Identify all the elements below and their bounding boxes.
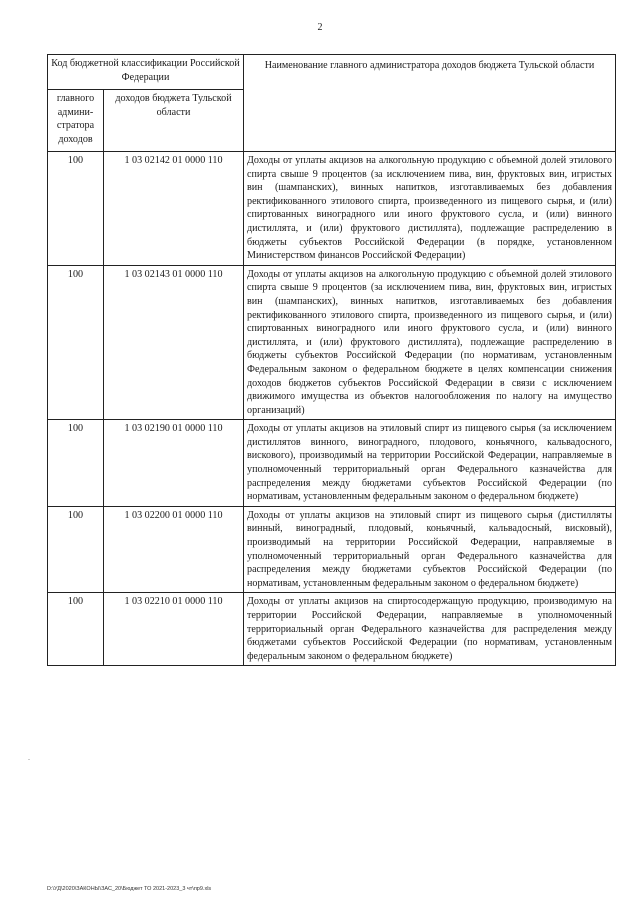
regional-budget-revenue-header: доходов бюджета Тульской области <box>104 90 244 152</box>
admin-code-cell: 100 <box>48 152 104 266</box>
revenue-name-cell: Доходы от уплаты акцизов на алкогольную продукцию с объемной долей этилового спирта свыше 9 процентов (за исключением пива, вин, фруктовых вин, игристых вин (шампанских), винных напитков, изготавливаемых без добавления ректификованного этилового спирта, произведенного из пищевого сырья, и (или) спиртованных виноградного или иного фруктового сусла, и (или) винного дистиллята, и (или) фруктового дистиллята), подлежащие распределению в бюджеты субъектов Российской Федерации (в порядке, установленном Министерством финансов Российской Федерации) <box>244 152 616 266</box>
classification-code-header: Код бюджетной классификации Российской Федерации <box>48 55 244 90</box>
revenue-name-cell: Доходы от уплаты акцизов на спиртосодержащую продукцию, производимую на территории Российской Федерации, направляемые в уполномоченный территориальный орган Федерального казначейства для распределения между бюджетами субъектов Российской Федерации (по нормативам, установленным федеральным законом о федеральном бюджете) <box>244 593 616 666</box>
header-row-1 <box>48 55 616 90</box>
page-number: 2 <box>317 22 323 33</box>
budget-code-cell: 1 03 02143 01 0000 110 <box>104 265 244 420</box>
admin-code-cell: 100 <box>48 506 104 593</box>
revenue-administrators-table <box>47 54 616 666</box>
admin-code-cell: 100 <box>48 593 104 666</box>
table-row <box>48 420 616 507</box>
budget-code-cell: 1 03 02200 01 0000 110 <box>104 506 244 593</box>
budget-code-cell: 1 03 02210 01 0000 110 <box>104 593 244 666</box>
admin-code-cell: 100 <box>48 265 104 420</box>
revenue-name-cell: Доходы от уплаты акцизов на этиловый спирт из пищевого сырья (за исключением дистиллятов винного, виноградного, плодового, коньячного, кальвадосного, вискового), производимый на территории Российской Федерации, направляемые в уполномоченный территориальный орган Федерального казначейства для распределения между бюджетами субъектов Российской Федерации (по нормативам, установленным федеральным законом о федеральном бюджете) <box>244 420 616 507</box>
table-row <box>48 152 616 266</box>
table-row <box>48 506 616 593</box>
revenue-name-cell: Доходы от уплаты акцизов на этиловый спирт из пищевого сырья (дистилляты винный, виноградный, плодовый, коньячный, кальвадосный, висковый), производимый на территории Российской Федерации, направляемые в уполномоченный территориальный орган Федерального казначейства для распределения между бюджетами субъектов Российской Федерации (по нормативам, установленным федеральным законом о федеральном бюджете) <box>244 506 616 593</box>
table-row <box>48 265 616 420</box>
administrator-name-header: Наименование главного администратора доходов бюджета Тульской области <box>244 55 616 152</box>
admin-code-cell: 100 <box>48 420 104 507</box>
margin-mark: - <box>28 757 30 763</box>
table-row <box>48 593 616 666</box>
budget-code-cell: 1 03 02142 01 0000 110 <box>104 152 244 266</box>
revenue-name-cell: Доходы от уплаты акцизов на алкогольную продукцию с объемной долей этилового спирта свыше 9 процентов (за исключением пива, вин, фруктовых вин, игристых вин (шампанских), винных напитков, изготавливаемых без добавления ректификованного этилового спирта, произведенного из пищевого сырья, и (или) спиртованных виноградного или иного фруктового сусла, и (или) винного дистиллята, и (или) фруктового дистиллята), подлежащие распределению в бюджеты субъектов Российской Федерации (по нормативам, установленным Федеральным законом о федеральном бюджете в целях компенсации снижения доходов бюджетов субъектов Российской Федерации в связи с исключением движимого имущества из объектов налогообложения по налогу на имущество организаций) <box>244 265 616 420</box>
file-path-footer: D:\УД\2020\ЗАКОНЫ\ЗАС_20\Бюджет ТО 2021-2023_3 чт\пр9.xls <box>47 886 212 892</box>
budget-code-cell: 1 03 02190 01 0000 110 <box>104 420 244 507</box>
chief-administrator-header: главного админи-стратора доходов <box>48 90 104 152</box>
